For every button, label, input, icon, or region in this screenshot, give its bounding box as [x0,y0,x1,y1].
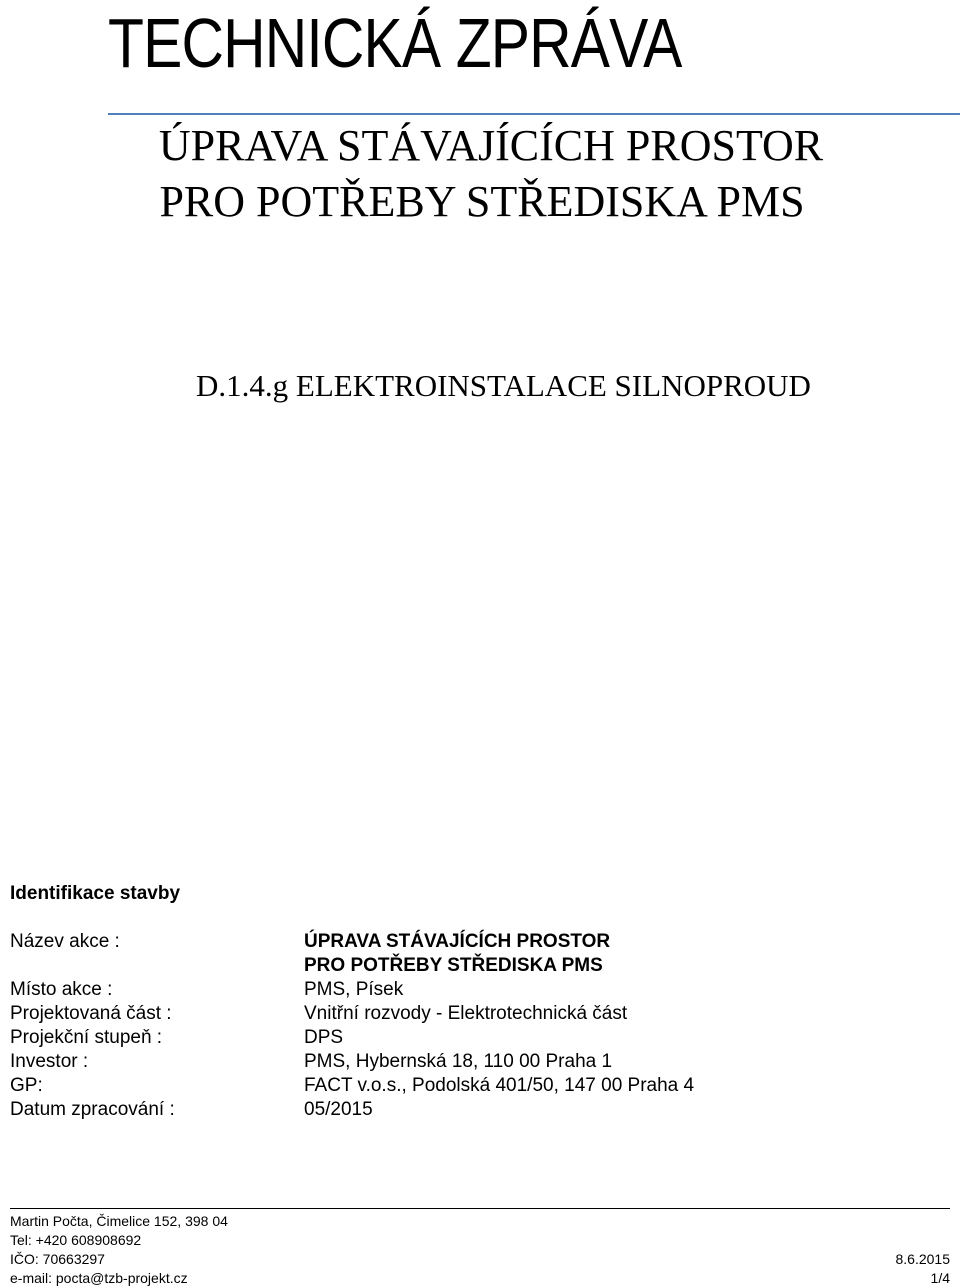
footer-divider [10,1208,950,1209]
project-name-line1: ÚPRAVA STÁVAJÍCÍCH PROSTOR [158,121,824,170]
info-value: ÚPRAVA STÁVAJÍCÍCH PROSTOR [304,931,611,952]
info-row-name [10,930,950,954]
document-title: TECHNICKÁ ZPRÁVA [108,4,682,82]
info-label: Projekční stupeň : [10,1027,163,1048]
info-value: PMS, Hybernská 18, 110 00 Praha 1 [304,1051,613,1072]
footer-ico-text: IČO: 70663297 [10,1251,105,1267]
info-row-stage [10,1026,950,1050]
info-row-date [10,1098,950,1122]
identification-heading: Identifikace stavby [10,883,181,904]
info-label: Název akce : [10,931,120,952]
footer-page-number: 1/4 [930,1270,950,1286]
info-value: 05/2015 [304,1099,373,1120]
footer-email-link[interactable]: e-mail: pocta@tzb-projekt.cz [10,1270,188,1286]
info-label: GP: [10,1075,43,1096]
footer-email [10,1269,950,1287]
footer-phone [10,1231,950,1249]
info-row-location [10,978,950,1002]
footer-ico [10,1250,950,1268]
footer-phone-text: Tel: +420 608908692 [10,1232,142,1248]
title-underline [108,113,960,115]
footer-address-text: Martin Počta, Čimelice 152, 398 04 [10,1213,228,1229]
info-row-investor [10,1050,950,1074]
footer-date: 8.6.2015 [895,1251,950,1267]
info-value: FACT v.o.s., Podolská 401/50, 147 00 Praha 4 [304,1075,695,1096]
info-row-name-cont [10,954,950,978]
info-label: Projektovaná část : [10,1003,172,1024]
info-label: Datum zpracování : [10,1099,175,1120]
footer-address [10,1212,950,1230]
info-row-gp [10,1074,950,1098]
info-value: Vnitřní rozvody - Elektrotechnická část [304,1003,628,1024]
info-value: PRO POTŘEBY STŘEDISKA PMS [304,955,603,976]
info-value: PMS, Písek [304,979,404,1000]
info-label: Investor : [10,1051,89,1072]
project-name-line2: PRO POTŘEBY STŘEDISKA PMS [159,177,805,226]
info-row-part [10,1002,950,1026]
section-code: D.1.4.g ELEKTROINSTALACE SILNOPROUD [196,368,811,403]
info-value: DPS [304,1027,344,1048]
info-label: Místo akce : [10,979,113,1000]
